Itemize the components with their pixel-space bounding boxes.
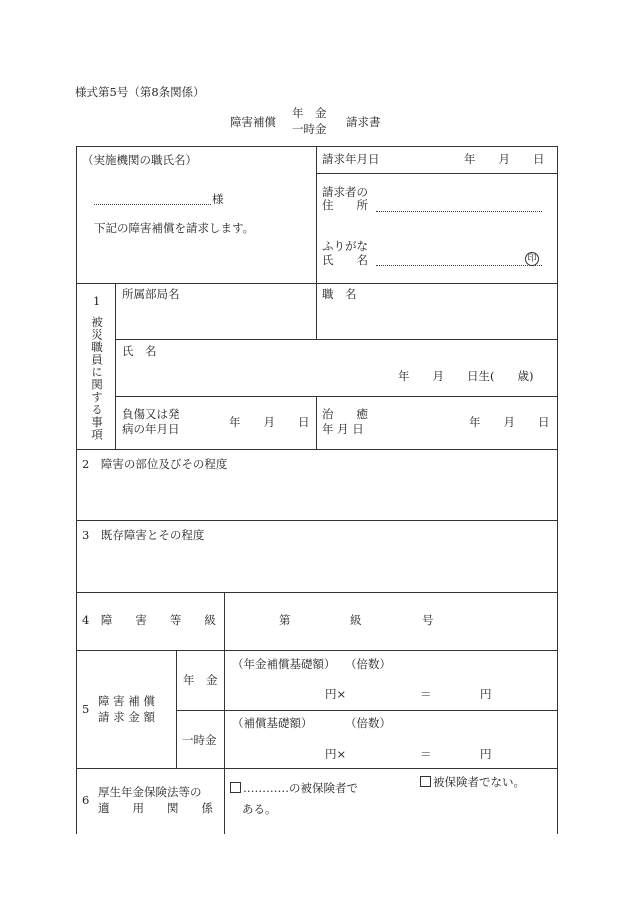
ichiji-equals: ＝	[420, 747, 432, 761]
ichiji-yen: 円	[480, 747, 492, 761]
title-ichijikin: 一時金	[292, 122, 327, 136]
grade-kyu: 級	[350, 613, 362, 627]
nenkin-multiplier-label: （倍数）	[345, 657, 391, 671]
option-not-insured-checkbox[interactable]	[420, 776, 431, 787]
sama-label: 様	[212, 192, 224, 206]
option-not-insured[interactable]	[420, 776, 525, 789]
injury-date-field[interactable]: 年 月 日	[229, 415, 310, 429]
section3-label: 3 既存障害とその程度	[82, 528, 205, 542]
option-insured-cont: ある。	[242, 802, 277, 816]
cure-date-label-1: 治 癒	[322, 407, 368, 421]
section2-label: 2 障害の部位及びその程度	[82, 457, 228, 471]
nenkin-equals: ＝	[420, 687, 432, 701]
claimant-name-field[interactable]	[376, 265, 542, 266]
ichijikin-label: 一時金	[182, 733, 217, 747]
request-date-label: 請求年月日	[322, 152, 380, 166]
ichiji-multiplier-label: （倍数）	[345, 716, 391, 730]
injury-date-label-1: 負傷又は発	[122, 407, 180, 421]
dept-label: 所属部局名	[122, 287, 180, 301]
nenkin-base-label: （年金補償基礎額）	[232, 657, 336, 671]
address-label-2: 住 所	[322, 198, 368, 212]
grade-dai: 第	[279, 613, 291, 627]
request-date-field[interactable]: 年 月 日	[464, 152, 545, 166]
section6-label-1: 厚生年金保険法等の	[98, 785, 202, 799]
option-not-insured-text: 被保険者でない。	[433, 775, 525, 789]
claimant-name-label: 氏 名	[322, 253, 368, 267]
title-right: 請求書	[346, 115, 381, 129]
section1-number: 1	[93, 294, 101, 308]
form-number: 様式第5号（第8条関係）	[75, 85, 205, 99]
option-insured-checkbox[interactable]	[230, 782, 241, 793]
address-label-1: 請求者の	[322, 185, 368, 199]
birth-date-field[interactable]: 年 月 日生( 歳)	[398, 369, 534, 383]
victim-name-label: 氏 名	[122, 344, 157, 358]
title-left: 障害補償	[230, 115, 276, 129]
cure-date-label-2: 年 月 日	[322, 422, 364, 436]
position-label: 職 名	[322, 287, 357, 301]
org-label: （実施機関の職氏名）	[82, 153, 197, 167]
section6-label-2: 適 用 関 係	[98, 801, 213, 815]
injury-date-label-2: 病の年月日	[122, 422, 180, 436]
ichiji-base-label: （補償基礎額）	[232, 716, 313, 730]
option-insured[interactable]	[230, 782, 358, 795]
section5-label-1: 障 害 補 償	[98, 694, 155, 708]
cure-date-field[interactable]: 年 月 日	[469, 415, 550, 429]
nenkin-label: 年 金	[183, 673, 218, 687]
furigana-label: ふりがな	[322, 239, 368, 253]
title-nenkin: 年 金	[292, 106, 327, 120]
org-name-field[interactable]	[94, 204, 211, 205]
request-text: 下記の障害補償を請求します。	[94, 221, 255, 235]
section5-number: 5	[82, 702, 90, 716]
nenkin-yen-times: 円×	[325, 687, 347, 701]
section6-number: 6	[82, 793, 90, 807]
section1-vertical-title: 被災職員に関する事項	[90, 316, 104, 441]
seal-mark: 印	[525, 252, 539, 266]
ichiji-yen-times: 円×	[325, 747, 347, 761]
section4-label: 4 障 害 等 級	[82, 613, 216, 627]
address-field[interactable]	[376, 211, 542, 212]
grade-go: 号	[422, 613, 434, 627]
nenkin-yen: 円	[480, 687, 492, 701]
option-insured-text: …………の被保険者で	[243, 781, 358, 795]
section5-label-2: 請 求 金 額	[98, 710, 155, 724]
